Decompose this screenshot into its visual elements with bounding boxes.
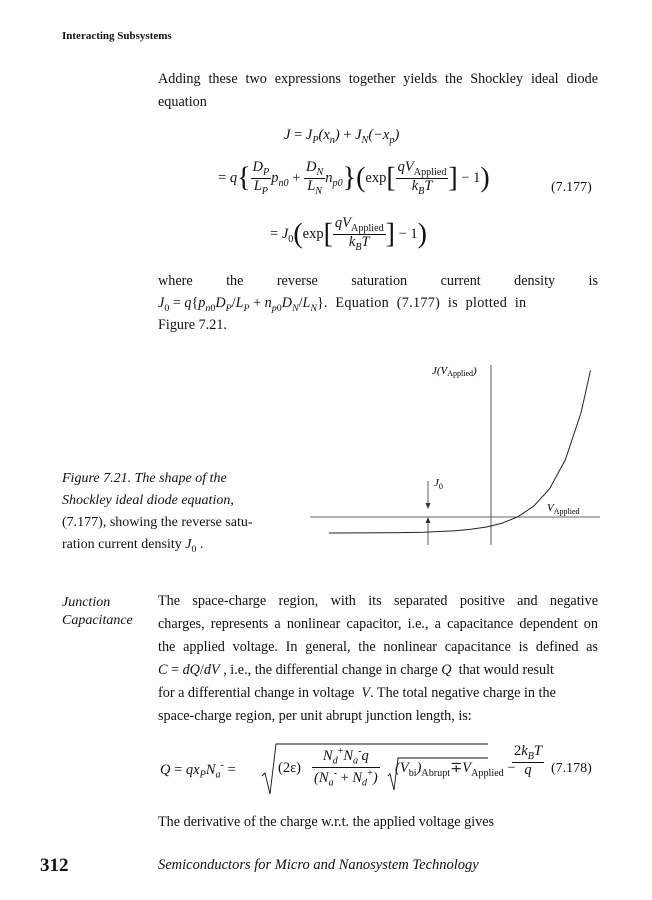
eq177-line1: $J = J_P(x_n) + J_N(-x_p)$ [284, 127, 400, 146]
where-line2: $J_0 = q\{p_{n0}D_P/L_P + n_{p0}D_N/L_N\}$. Equation (7.177) is plotted in [158, 295, 527, 314]
eq178-number: (7.178) [551, 761, 592, 776]
page-number: 312 [40, 855, 69, 876]
eq177-number: (7.177) [551, 180, 592, 195]
caption-line-2: Shockley ideal diode equation, [62, 493, 234, 508]
j0-label: $J_0$ [434, 477, 443, 491]
diode-iv-plot [300, 355, 620, 555]
where-line1: where the reverse saturation current density is [158, 273, 599, 289]
x-axis-label: $V_{Applied}$ [547, 502, 580, 516]
eq177-line2: = q{ $\frac{D_P}{L_P}$ $p_{n0}$ + $\frac{D_N}{L_N}$ $n_{p0}\}(\exp$[ $\frac{qV_{Applied}}{k_BT}$ ] − 1) [218, 159, 490, 197]
footer-book-title: Semiconductors for Micro and Nanosystem Technology [158, 857, 479, 873]
derivative-line: The derivative of the charge w.r.t. the applied voltage gives [158, 814, 495, 830]
caption-line-3: (7.177), showing the reverse satu- [62, 515, 253, 530]
junction-line-2: charges, represents a nonlinear capacitor, i.e., a capacitance dependent on [158, 616, 598, 632]
junction-line-4: C = dQ/dV , i.e., the differential change in charge Q that would result [158, 662, 554, 678]
caption-line-4: ration current density $J_0$ . [62, 537, 204, 555]
intro-paragraph: Adding these two expressions together yields the Shockley ideal diode equation [158, 71, 598, 110]
side-label-junction: Junction [62, 595, 111, 610]
j0-arrowhead-bottom [426, 517, 431, 523]
figure-caption [62, 468, 272, 561]
junction-line-6: space-charge region, per unit abrupt junction length, is: [158, 708, 472, 724]
where-line3: Figure 7.21. [158, 317, 227, 333]
side-label-capacitance: Capacitance [62, 613, 133, 628]
j0-arrowhead-top [426, 503, 431, 509]
running-header: Interacting Subsystems [62, 30, 172, 42]
eq177-line3: = $J_0(\exp$[ $\frac{qV_{Applied}}{k_BT}$ ] − 1) [270, 215, 427, 253]
y-axis-label: J(VApplied) [432, 365, 477, 378]
junction-line-1: The space-charge region, with its separated positive and negative [158, 593, 598, 609]
caption-line-1: Figure 7.21. The shape of the [62, 471, 227, 486]
junction-line-5: for a differential change in voltage V. The total negative charge in the [158, 685, 556, 701]
junction-line-3: the applied voltage. In general, the nonlinear capacitance is defined as [158, 639, 598, 655]
eq178: $Q = qx_PN_a^-$ = (2ε) $\frac{N_d^+N_a^-q}{(N_a^- + N_d^+)}$ $(V_{bi})_{Abrupt}\mp V_{Applied}$ − $2k_BT$ q [160, 740, 600, 800]
